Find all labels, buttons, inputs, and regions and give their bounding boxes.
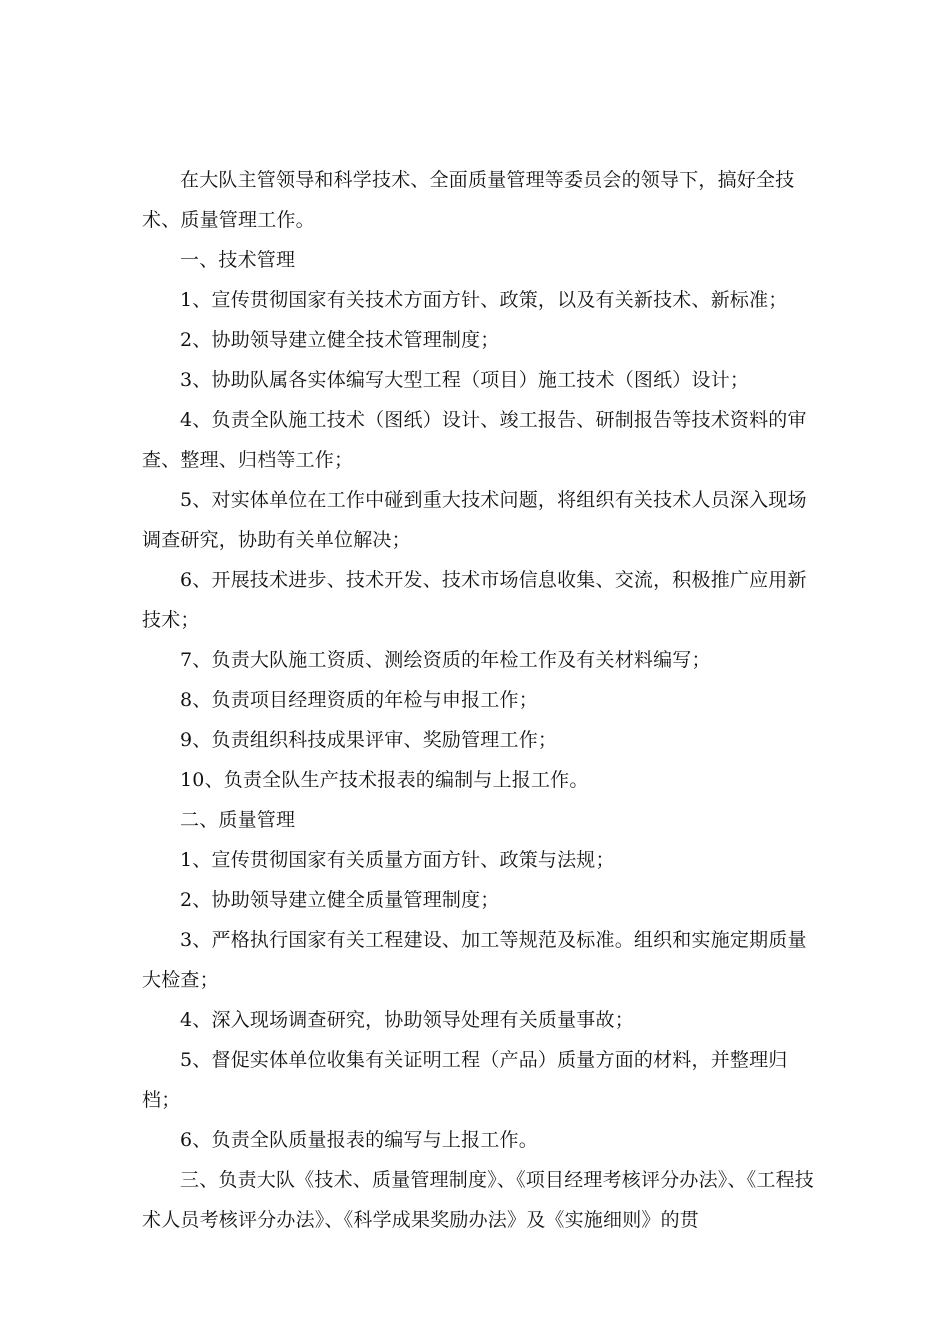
list-item: 5、督促实体单位收集有关证明工程（产品）质量方面的材料，并整理归档；: [142, 1049, 788, 1111]
section-heading-responsibilities: 三、负责大队《技术、质量管理制度》、《项目经理考核评分办法》、《工程技术人员考核评分办法》、《科学成果奖励办法》及《实施细则》的贯: [142, 1169, 815, 1231]
list-item: 5、对实体单位在工作中碰到重大技术问题，将组织有关技术人员深入现场调查研究，协助有关单位解决；: [142, 489, 807, 551]
list-item: 6、负责全队质量报表的编写与上报工作。: [180, 1129, 538, 1151]
list-item: 3、严格执行国家有关工程建设、加工等规范及标准。组织和实施定期质量大检查；: [142, 929, 807, 991]
list-item: 3、协助队属各实体编写大型工程（项目）施工技术（图纸）设计；: [180, 369, 750, 391]
intro-paragraph: 在大队主管领导和科学技术、全面质量管理等委员会的领导下，搞好全技术、质量管理工作。: [142, 169, 795, 231]
list-item: 1、宣传贯彻国家有关技术方面方针、政策，以及有关新技术、新标准；: [180, 289, 788, 311]
list-item: 8、负责项目经理资质的年检与申报工作；: [180, 689, 538, 711]
list-item: 2、协助领导建立健全技术管理制度；: [180, 329, 500, 351]
list-item: 10、负责全队生产技术报表的编制与上报工作。: [180, 769, 589, 791]
list-item: 2、协助领导建立健全质量管理制度；: [180, 889, 500, 911]
list-item: 4、深入现场调查研究，协助领导处理有关质量事故；: [180, 1009, 634, 1031]
section-heading-technical-management: 一、技术管理: [180, 249, 296, 271]
list-item: 4、负责全队施工技术（图纸）设计、竣工报告、研制报告等技术资料的审查、整理、归档等工作；: [142, 409, 807, 471]
list-item: 6、开展技术进步、技术开发、技术市场信息收集、交流，积极推广应用新技术；: [142, 569, 807, 631]
section-heading-quality-management: 二、质量管理: [180, 809, 296, 831]
list-item: 1、宣传贯彻国家有关质量方面方针、政策与法规；: [180, 849, 615, 871]
document-body: [142, 160, 814, 1240]
list-item: 9、负责组织科技成果评审、奖励管理工作；: [180, 729, 558, 751]
list-item: 7、负责大队施工资质、测绘资质的年检工作及有关材料编写；: [180, 649, 711, 671]
